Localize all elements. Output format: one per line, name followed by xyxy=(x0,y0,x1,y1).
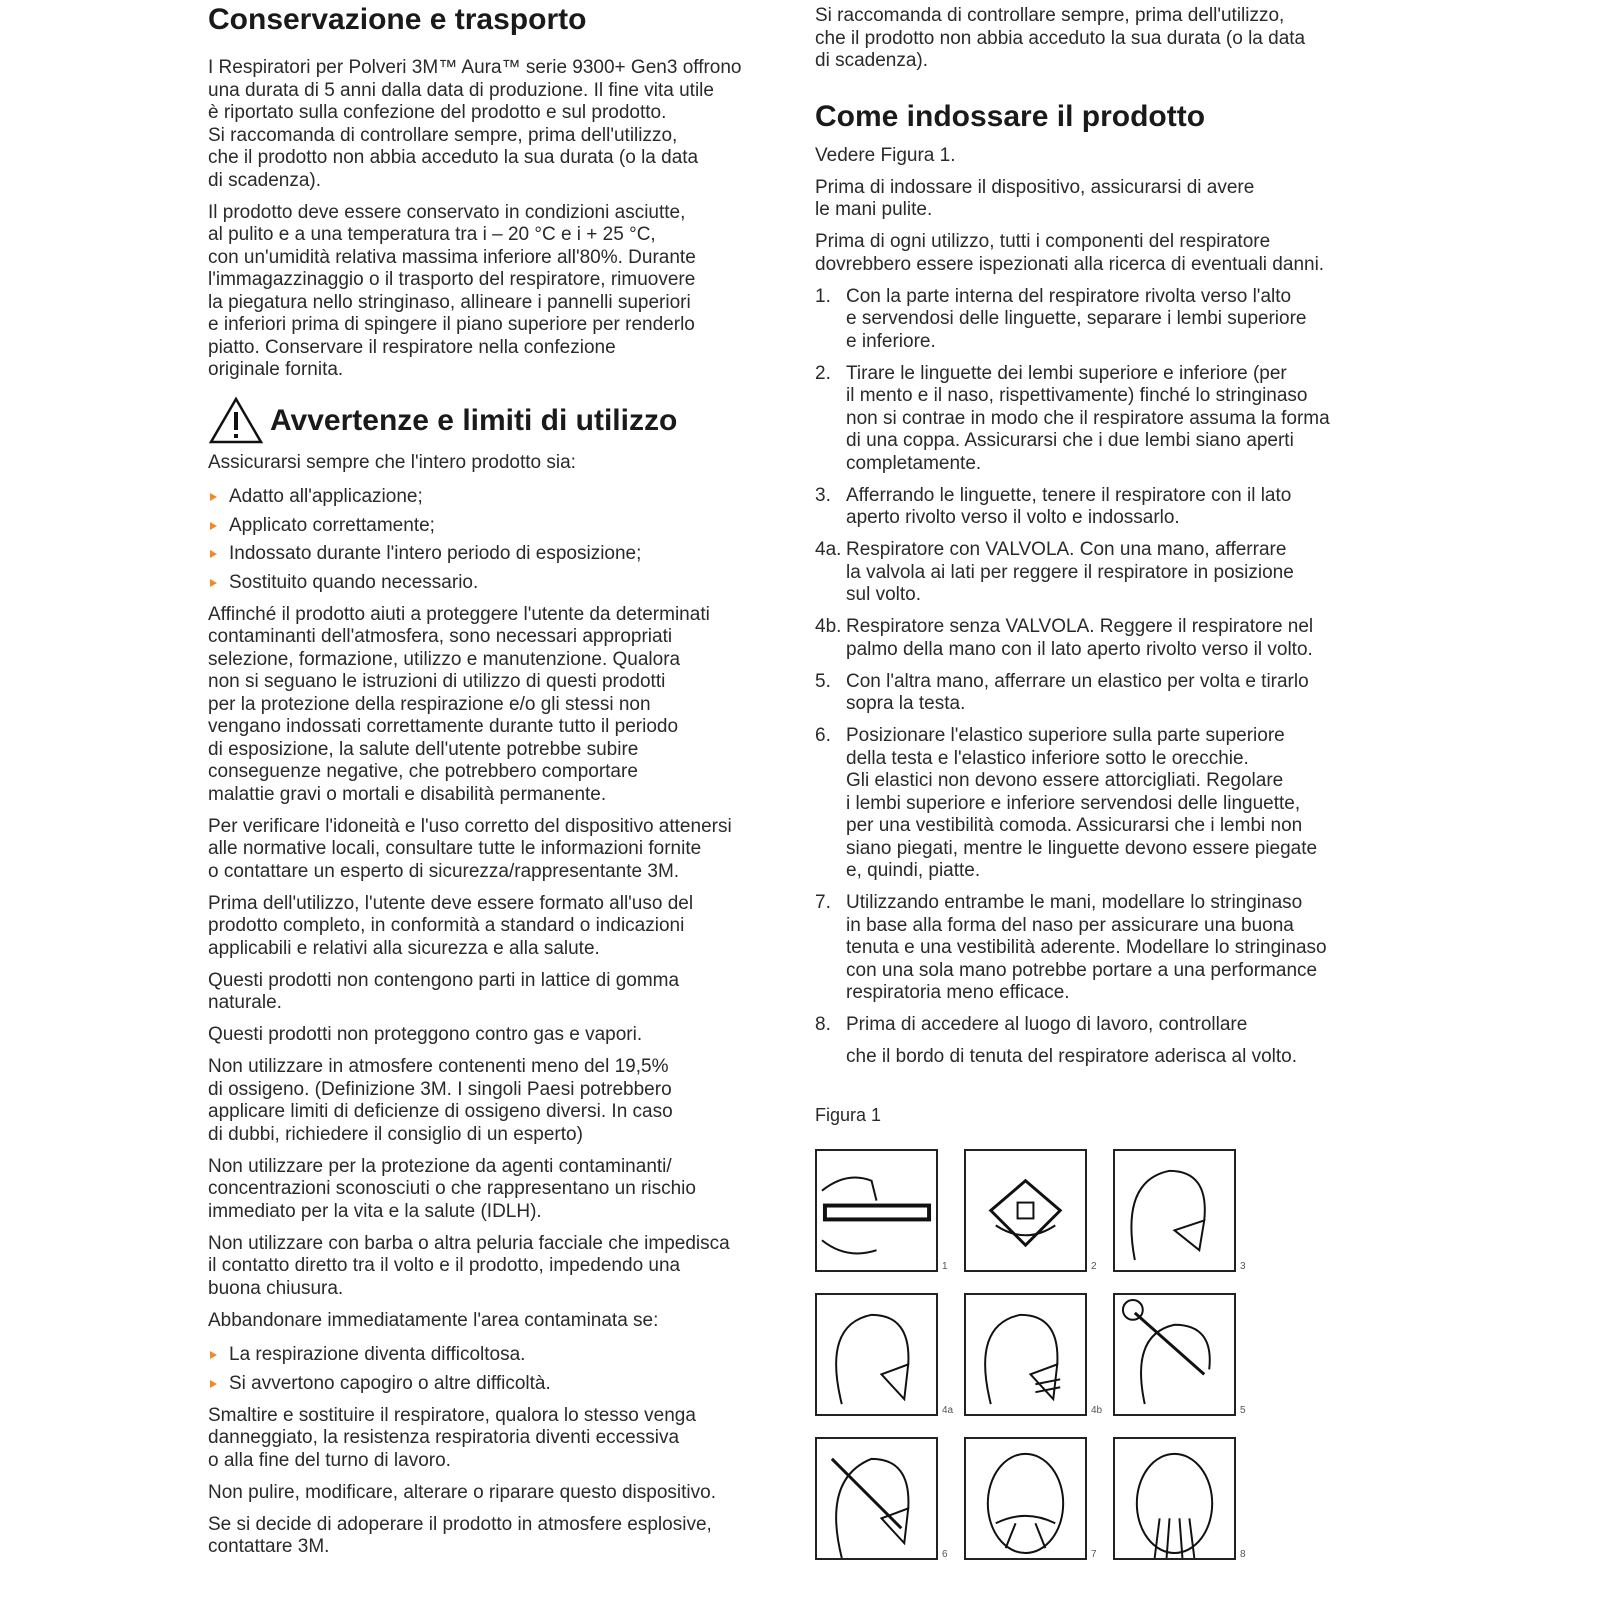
figure-label: 5 xyxy=(1240,1405,1246,1416)
figure-step-2-illustration xyxy=(964,1149,1087,1272)
figure-step-5-illustration xyxy=(1113,1293,1236,1416)
left-column xyxy=(208,2,788,1568)
figure-label: 4b xyxy=(1091,1405,1103,1416)
figure-step-8-illustration xyxy=(1113,1437,1236,1560)
paragraph: Questi prodotti non proteggono contro gas e vapori. xyxy=(208,1024,643,1045)
paragraph: Assicurarsi sempre che l'intero prodotto sia: xyxy=(208,451,576,473)
paragraph: Non utilizzare per la protezione da agenti contaminanti/ concentrazioni sconosciuti o che rappresentano un rischio immediato per la vita e la salute (IDLH). xyxy=(208,1155,696,1222)
step-item xyxy=(815,892,1395,1005)
bullet-item: La respirazione diventa difficoltosa. xyxy=(208,1344,788,1366)
step-item xyxy=(815,1014,1395,1037)
paragraph: Smaltire e sostituire il respiratore, qualora lo stesso venga danneggiato, la resistenza respiratoria diventi eccessiva o alla fine del turno di lavoro. xyxy=(208,1404,696,1471)
figure-step-1-illustration xyxy=(815,1149,938,1272)
step-number: 2. xyxy=(815,362,831,384)
figure-step-7-illustration xyxy=(964,1437,1087,1560)
heading-warnings: Avvertenze e limiti di utilizzo xyxy=(270,403,678,437)
paragraph: Non utilizzare in atmosfere contenenti meno del 19,5% di ossigeno. (Definizione 3M. I singoli Paesi potrebbero applicare limiti di deficienze di ossigeno diversi. In caso di dubbi, richiedere il consiglio di un esperto) xyxy=(208,1056,673,1145)
paragraph: Se si decide di adoperare il prodotto in atmosfere esplosive, contattare 3M. xyxy=(208,1513,712,1557)
step-number: 7. xyxy=(815,892,831,913)
figure-label: 6 xyxy=(942,1549,948,1560)
step-item xyxy=(815,286,1395,354)
figure-label: 7 xyxy=(1091,1549,1097,1560)
paragraph: Prima di ogni utilizzo, tutti i componenti del respiratore dovrebbero essere ispezionati alla ricerca di eventuali danni. xyxy=(815,231,1325,275)
step-item xyxy=(815,725,1395,883)
figure-label: 8 xyxy=(1240,1549,1246,1560)
bullet-item: Si avvertono capogiro o altre difficoltà. xyxy=(208,1373,788,1395)
paragraph: Prima dell'utilizzo, l'utente deve essere formato all'uso del prodotto completo, in conformità a standard o indicazioni applicabili e relativi alla sicurezza e alla salute. xyxy=(208,892,694,959)
bullet-item: Sostituito quando necessario. xyxy=(208,572,788,594)
step-text: Utilizzando entrambe le mani, modellare lo stringinaso in base alla forma del naso per assicurare una buona tenuta e una vestibilità aderente. Modellare lo stringinaso con una sola mano potrebbe portare a una performance respiratoria meno efficace. xyxy=(846,892,1327,1003)
paragraph: Il prodotto deve essere conservato in condizioni asciutte, al pulito e a una temperatura tra i – 20 °C e i + 25 °C, con un'umidità relativa massima inferiore all'80%. Durante l'immagazzinaggio o il trasporto del respiratore, rimuovere la piegatura nello stringinaso, allineare i pannelli superiori e inferiori prima di spingere il piano superiore per renderlo piatto. Conservare il respiratore nella confezione originale fornita. xyxy=(208,201,696,380)
figure-label: 3 xyxy=(1240,1261,1246,1272)
step-number: 5. xyxy=(815,670,831,692)
paragraph: Affinché il prodotto aiuti a proteggere l'utente da determinati contaminanti dell'atmosfera, sono necessari appropriati selezione, formazione, utilizzo e manutenzione. Qualora non si seguano le istruzioni di utilizzo di questi prodotti per la protezione della respirazione e/o gli stessi non vengano indossati correttamente durante tutto il periodo di esposizione, la salute dell'utente potrebbe subire conseguenze negative, che potrebbero comportare malattie gravi o mortali e disabilità permanente. xyxy=(208,603,710,805)
step-text: Con l'altra mano, afferrare un elastico per volta e tirarlo sopra la testa. xyxy=(846,670,1309,714)
step-text: Con la parte interna del respiratore rivolta verso l'alto e servendosi delle linguette, separare i lembi superiore e inferiore. xyxy=(846,285,1307,352)
paragraph: Non pulire, modificare, alterare o riparare questo dispositivo. xyxy=(208,1481,716,1503)
step-number: 8. xyxy=(815,1014,831,1035)
step-item xyxy=(815,539,1395,607)
right-column xyxy=(815,5,1395,1136)
figure-step-3-illustration xyxy=(1113,1149,1236,1272)
step-text: Prima di accedere al luogo di lavoro, controllare xyxy=(846,1014,1248,1035)
step-text: Posizionare l'elastico superiore sulla parte superiore della testa e l'elastico inferiore sotto le orecchie. Gli elastici non devono essere attorcigliati. Regolare i lembi superiore e inferiore servendosi delle linguette, per una vestibilità comoda. Assicurarsi che i lembi non siano piegati, mentre le linguette devono essere piegate e, quindi, piatte. xyxy=(846,725,1318,881)
figure-step-4a-illustration xyxy=(815,1293,938,1416)
paragraph: Non utilizzare con barba o altra peluria facciale che impedisca il contatto diretto tra il volto e il prodotto, impedendo una buona chiusura. xyxy=(208,1232,730,1299)
paragraph: Prima di indossare il dispositivo, assicurarsi di avere le mani pulite. xyxy=(815,176,1255,220)
paragraph: Questi prodotti non contengono parti in lattice di gomma naturale. xyxy=(208,969,680,1013)
step-8-continuation: che il bordo di tenuta del respiratore aderisca al volto. xyxy=(846,1045,1297,1067)
step-text: Tirare le linguette dei lembi superiore e inferiore (per il mento e il naso, rispettivamente) finché lo stringinaso non si contrae in modo che il respiratore assuma la forma di una coppa. Assicurarsi che i due lembi siano aperti completamente. xyxy=(846,362,1330,474)
warning-heading xyxy=(208,396,788,446)
paragraph: Vedere Figura 1. xyxy=(815,144,956,166)
step-number: 4b. xyxy=(815,616,842,637)
bullet-item: Indossato durante l'intero periodo di esposizione; xyxy=(208,543,788,565)
paragraph: Per verificare l'idoneità e l'uso corretto del dispositivo attenersi alle normative locali, consultare tutte le informazioni fornite o contattare un esperto di sicurezza/rappresentante 3M. xyxy=(208,815,732,882)
figure-step-6-illustration xyxy=(815,1437,938,1560)
step-item xyxy=(815,671,1395,716)
step-number: 6. xyxy=(815,725,831,746)
figure-label: 2 xyxy=(1091,1261,1097,1272)
heading-how-to-wear: Come indossare il prodotto xyxy=(815,99,1206,133)
steps-list xyxy=(815,286,1395,1037)
step-number: 1. xyxy=(815,285,831,307)
step-number: 3. xyxy=(815,484,831,506)
heading-storage: Conservazione e trasporto xyxy=(208,3,587,36)
step-text: Afferrando le linguette, tenere il respiratore con il lato aperto rivolto verso il volto e indossarlo. xyxy=(846,484,1292,528)
bullet-item: Adatto all'applicazione; xyxy=(208,486,788,508)
paragraph: I Respiratori per Polveri 3M™ Aura™ serie 9300+ Gen3 offrono una durata di 5 anni dalla data di produzione. Il fine vita utile è riportato sulla confezione del prodotto e sul prodotto. Si raccomanda di controllare sempre, prima dell'utilizzo, che il prodotto non abbia acceduto la sua durata (o la data di scadenza). xyxy=(208,57,742,191)
figure-label: 1 xyxy=(942,1261,948,1272)
paragraph: Si raccomanda di controllare sempre, prima dell'utilizzo, che il prodotto non abbia acceduto la sua durata (o la data di scadenza). xyxy=(815,5,1306,71)
figure-step-4b-illustration xyxy=(964,1293,1087,1416)
figure-label: 4a xyxy=(942,1405,954,1416)
paragraph: Abbandonare immediatamente l'area contaminata se: xyxy=(208,1309,659,1331)
step-text: Respiratore senza VALVOLA. Reggere il respiratore nel palmo della mano con il lato aperto rivolto verso il volto. xyxy=(846,616,1314,660)
step-item xyxy=(815,363,1395,476)
step-item xyxy=(815,616,1395,661)
warning-icon xyxy=(208,396,264,446)
step-item xyxy=(815,485,1395,530)
bullet-item: Applicato correttamente; xyxy=(208,515,788,537)
step-text: Respiratore con VALVOLA. Con una mano, afferrare la valvola ai lati per reggere il respiratore in posizione sul volto. xyxy=(846,539,1294,605)
step-number: 4a. xyxy=(815,539,842,560)
figure-title: Figura 1 xyxy=(815,1105,882,1125)
